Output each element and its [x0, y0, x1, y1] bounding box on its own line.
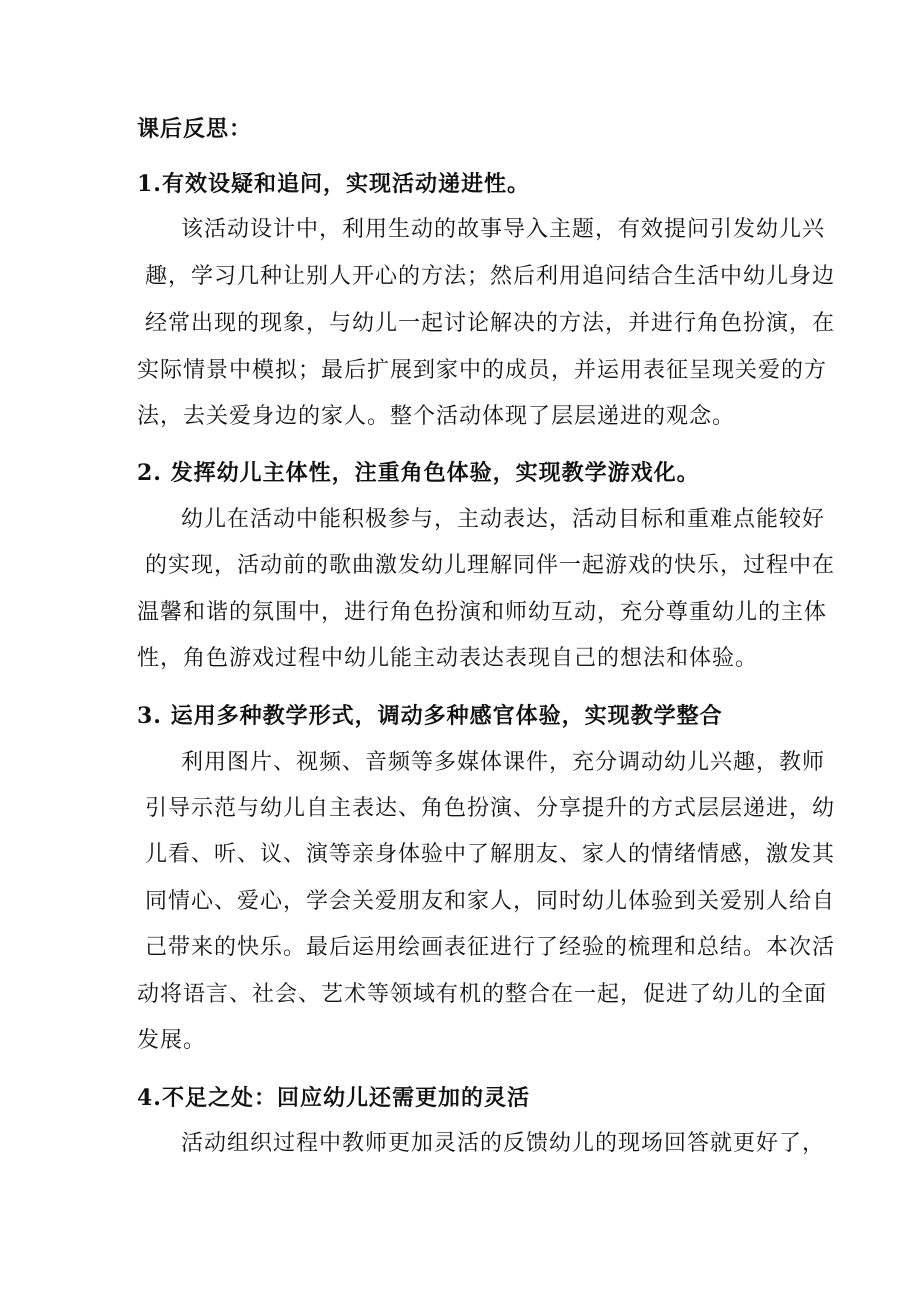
section-3-line-1: 利用图片、视频、音频等多媒体课件，充分调动幼儿兴趣，教师 — [181, 750, 826, 775]
section-4-line-1: 活动组织过程中教师更加灵活的反馈幼儿的现场回答就更好了， — [181, 1131, 826, 1156]
section-2-line-3: 温馨和谐的氛围中，进行角色扮演和师幼互动，充分尊重幼儿的主体 — [137, 600, 828, 625]
section-3-line-5: 己带来的快乐。最后运用绘画表征进行了经验的梳理和总结。本次活 — [145, 935, 836, 960]
section-1-heading: 1.有效设疑和追问，实现活动递进性。 — [137, 171, 530, 197]
section-2-heading: 2. 发挥幼儿主体性，注重角色体验，实现教学游戏化。 — [137, 460, 700, 486]
document-title: 课后反思： — [137, 116, 253, 142]
section-3-line-4: 同情心、爱心，学会关爱朋友和家人，同时幼儿体验到关爱别人给自 — [145, 889, 836, 914]
section-3-line-7: 发展。 — [137, 1028, 207, 1053]
section-2-line-2: 的实现，活动前的歌曲激发幼儿理解同伴一起游戏的快乐，过程中在 — [145, 553, 836, 578]
section-1-line-5: 法，去关爱身边的家人。整个活动体现了层层递进的观念。 — [137, 404, 736, 429]
section-4-heading: 4.不足之处：回应幼儿还需更加的灵活 — [137, 1085, 530, 1111]
section-2-line-1: 幼儿在活动中能积极参与，主动表达，活动目标和重难点能较好 — [181, 507, 826, 532]
section-3-heading: 3. 运用多种教学形式，调动多种感官体验，实现教学整合 — [137, 703, 723, 729]
section-1-line-4: 实际情景中模拟；最后扩展到家中的成员，并运用表征呈现关爱的方 — [137, 358, 828, 383]
section-3-line-6: 动将语言、社会、艺术等领域有机的整合在一起，促进了幼儿的全面 — [137, 982, 828, 1007]
section-2-line-4: 性，角色游戏过程中幼儿能主动表达表现自己的想法和体验。 — [137, 646, 759, 671]
section-1-line-2: 趣，学习几种让别人开心的方法；然后利用追问结合生活中幼儿身边 — [145, 264, 836, 289]
section-1-line-3: 经常出现的现象，与幼儿一起讨论解决的方法，并进行角色扮演，在 — [145, 311, 836, 336]
section-1-line-1: 该活动设计中，利用生动的故事导入主题，有效提问引发幼儿兴 — [181, 217, 826, 242]
section-3-line-3: 儿看、听、议、演等亲身体验中了解朋友、家人的情绪情感，激发其 — [145, 842, 836, 867]
section-3-line-2: 引导示范与幼儿自主表达、角色扮演、分享提升的方式层层递进，幼 — [145, 796, 836, 821]
